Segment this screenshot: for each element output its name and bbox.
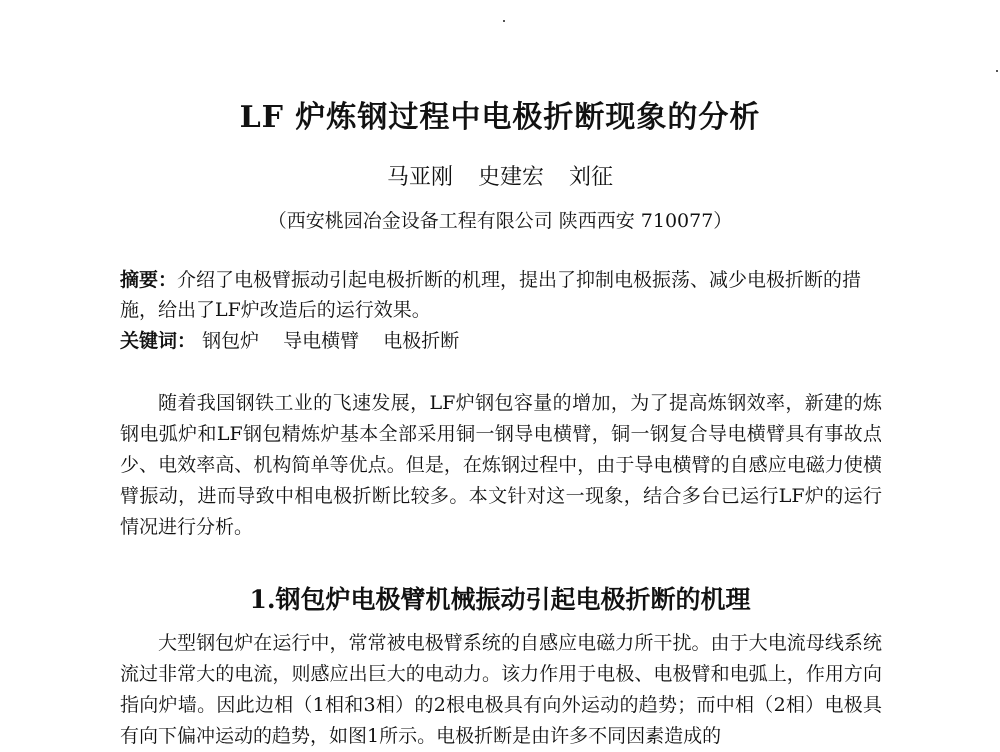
scan-speck — [503, 20, 505, 22]
keyword: 电极折断 — [383, 330, 460, 352]
abstract-label: 摘要： — [120, 269, 178, 291]
affiliation: （西安桃园冶金设备工程有限公司 陕西西安 710077） — [267, 210, 733, 232]
keywords-label: 关键词： — [120, 330, 197, 352]
keyword: 导电横臂 — [283, 330, 360, 352]
intro-paragraph: 随着我国钢铁工业的飞速发展，LF炉钢包容量的增加，为了提高炼钢效率，新建的炼钢电弧炉和LF钢包精炼炉基本全部采用铜一钢导电横臂，铜一钢复合导电横臂具有事故点少、电效率高、机构简单等优点。但是，在炼钢过程中，由于导电横臂的自感应电磁力使横臂振动，进而导致中相电极折断比较多。本文针对这一现象，结合多台已运行LF炉的运行情况进行分析。 — [120, 392, 882, 538]
section-heading: 1.钢包炉电极臂机械振动引起电极折断的机理 — [249, 585, 751, 614]
paper-title: LF 炉炼钢过程中电极折断现象的分析 — [239, 100, 761, 135]
scan-speck — [996, 70, 998, 72]
author-list: 马亚刚 史建宏 刘征 — [387, 165, 613, 190]
abstract-text: 介绍了电极臂振动引起电极折断的机理，提出了抑制电极振荡、减少电极折断的措施，给出了LF炉改造后的运行效果。 — [120, 269, 862, 321]
keywords — [120, 326, 882, 356]
abstract — [120, 265, 882, 325]
section-paragraph: 大型钢包炉在运行中，常常被电极臂系统的自感应电磁力所干扰。由于大电流母线系统流过非常大的电流，则感应出巨大的电动力。该力作用于电极、电极臂和电弧上，作用方向指向炉墙。因此边相（1相和3相）的2根电极具有向外运动的趋势；而中相（2相）电极具有向下偏冲运动的趋势，如图1所示。电极折断是由许多不同因素造成的 — [120, 632, 882, 747]
keyword: 钢包炉 — [202, 330, 260, 352]
